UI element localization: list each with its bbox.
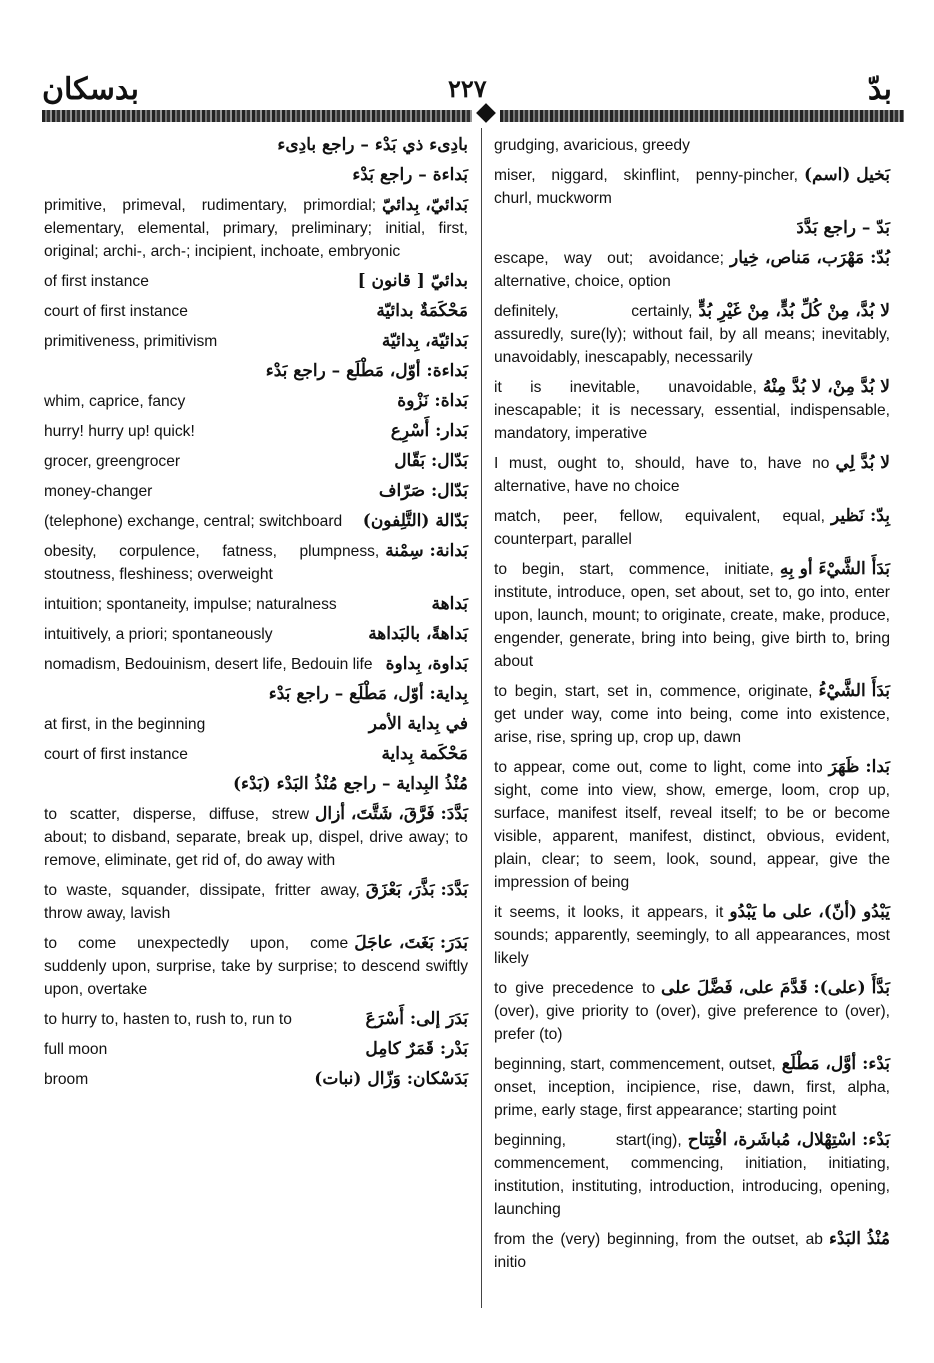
arabic-headword: بَدَّدَ: فَرَّقَ، شَتَّتَ، أزال xyxy=(315,804,468,824)
right-column xyxy=(494,134,890,1281)
running-head-right: بدّ xyxy=(867,72,892,107)
running-head-left: بدسكان xyxy=(42,72,139,107)
english-definition: to come unexpectedly upon, come suddenly upon, surprise, take by surprise; to descend swiftly upon, overtake xyxy=(44,935,468,998)
arabic-headword: بَداة: نَزْوة xyxy=(397,391,468,411)
arabic-headword: بَدْء: أوَّل، مَطْلَع xyxy=(781,1054,890,1074)
arabic-headword: بَداهةً، بالبَداهة xyxy=(368,624,468,644)
english-definition: (telephone) exchange, central; switchboard xyxy=(44,513,343,530)
english-definition: beginning, start, commencement, outset, onset, inception, incipience, rise, dawn, first, alpha, prime, early stage, first appearance; starting point xyxy=(494,1056,890,1119)
dictionary-entry xyxy=(44,270,468,293)
dictionary-entry xyxy=(494,134,890,157)
arabic-headword: بَدَرَ: بَغَتَ، عاجَلَ xyxy=(354,933,468,953)
left-column xyxy=(44,134,468,1098)
dictionary-entry xyxy=(494,300,890,369)
dictionary-entry xyxy=(44,420,468,443)
dictionary-entry xyxy=(44,330,468,353)
arabic-headword: بَدَسْكان: وَزّال (نبات) xyxy=(314,1069,468,1089)
english-definition: to begin, start, set in, commence, originate, get under way, come into being, come into existence, arise, rise, spring up, crop up, dawn xyxy=(494,683,890,746)
dictionary-entry xyxy=(44,593,468,616)
dictionary-entry xyxy=(44,803,468,872)
arabic-headword: بَداوة، بِداوة xyxy=(385,654,468,674)
dictionary-entry xyxy=(44,480,468,503)
dictionary-entry xyxy=(44,390,468,413)
english-definition: money-changer xyxy=(44,483,153,500)
english-definition: grocer, greengrocer xyxy=(44,453,181,470)
cross-reference-line: بادِىء ذي بَدْء – راجع بادِىء xyxy=(277,135,468,155)
arabic-headword: يَبْدُو (أنّ)، على ما يَبْدُو xyxy=(729,902,890,922)
english-definition: to give precedence to (over), give priority to (over), give preference to (over), prefer (to) xyxy=(494,980,890,1043)
english-definition: at first, in the beginning xyxy=(44,716,206,733)
arabic-headword: بدائيّ [ قانون ] xyxy=(357,271,468,291)
header-rule-right xyxy=(500,110,904,122)
english-definition: intuition; spontaneity, impulse; naturalness xyxy=(44,596,337,613)
english-definition: to begin, start, commence, initiate, institute, introduce, open, set about, set to, go into, enter upon, launch, mount; to originate, create, make, produce, engender, generate, bring into being, give birth to, bring about xyxy=(494,561,890,670)
arabic-headword: لا بُدَّ لِي xyxy=(835,453,890,473)
english-definition: primitive, primeval, rudimentary, primordial; elementary, elemental, primary, preliminary; initial, first, original; archi-, arch-; incipient, inchoate, embryonic xyxy=(44,197,468,260)
dictionary-entry xyxy=(44,879,468,925)
cross-reference-line: مُنْذُ البِداية – راجع مُنْذُ البَدْء (بَدْء) xyxy=(232,774,468,794)
english-definition: miser, niggard, skinflint, penny-pincher, churl, muckworm xyxy=(494,167,798,207)
dictionary-entry xyxy=(44,623,468,646)
cross-reference-line: بِداية: أوّل، مَطْلَع – راجع بَدْء xyxy=(268,684,468,704)
dictionary-entry xyxy=(494,1228,890,1274)
arabic-headword: بَدَأَ الشَّيْءُ xyxy=(818,681,890,701)
cross-reference-line: بَداءة – راجع بَدْء xyxy=(352,165,468,185)
arabic-headword: مُنْذُ البَدْء xyxy=(828,1229,890,1249)
dictionary-entry xyxy=(44,300,468,323)
english-definition: to hurry to, hasten to, rush to, run to xyxy=(44,1011,292,1028)
english-definition: to appear, come out, come to light, come into sight, come into view, show, emerge, loom, crop up, surface, manifest itself, reveal itself; to be or become visible, apparent, manifest, distinct, obvious, evident, plain, clear; to seem, look, sound, appear, give the impression of being xyxy=(494,759,890,891)
arabic-headword: بَدَرَ إلى: أَسْرَعَ xyxy=(365,1009,468,1029)
english-definition: grudging, avaricious, greedy xyxy=(494,137,690,154)
dictionary-entry xyxy=(494,680,890,749)
english-definition: intuitively, a priori; spontaneously xyxy=(44,626,273,643)
dictionary-entry xyxy=(494,558,890,673)
arabic-headword: بَدَأَ الشَّيْءَ أو بِهِ xyxy=(779,559,890,579)
arabic-headword: بَدانة: سِمْنة xyxy=(385,541,468,561)
english-definition: escape, way out; avoidance; alternative, choice, option xyxy=(494,250,725,290)
dictionary-entry xyxy=(494,505,890,551)
english-definition: primitiveness, primitivism xyxy=(44,333,218,350)
dictionary-entry xyxy=(494,452,890,498)
dictionary-entry xyxy=(494,376,890,445)
english-definition: full moon xyxy=(44,1041,108,1058)
arabic-headword: بَداهة xyxy=(431,594,468,614)
dictionary-entry xyxy=(44,1038,468,1061)
dictionary-entry xyxy=(44,653,468,676)
dictionary-entry xyxy=(44,743,468,766)
page-number: ٢٢٧ xyxy=(448,74,487,103)
arabic-headword: بَدائيّ، بِدائيّ xyxy=(382,195,468,215)
arabic-headword: بَدّال: بَقّال xyxy=(394,451,468,471)
arabic-headword: بَدّالة (التَّلِفون) xyxy=(362,511,468,531)
arabic-headword: بَدائيّة، بِدائيّة xyxy=(381,331,468,351)
arabic-headword: بَدْر: قَمَرٌ كامِل xyxy=(365,1039,468,1059)
dictionary-entry xyxy=(44,1008,468,1031)
english-definition: whim, caprice, fancy xyxy=(44,393,186,410)
dictionary-entry xyxy=(494,164,890,210)
arabic-headword: بُدّ: مَهْرَب، مَناص، خِيار xyxy=(730,248,890,268)
dictionary-entry xyxy=(44,510,468,533)
english-definition: I must, ought to, should, have to, have no alternative, have no choice xyxy=(494,455,830,495)
header-ornament xyxy=(476,103,496,123)
dictionary-entry xyxy=(494,247,890,293)
dictionary-entry xyxy=(494,1053,890,1122)
arabic-headword: بَدَّأَ (على): قَدَّمَ على، فَضَّلَ على xyxy=(661,978,890,998)
dictionary-entry xyxy=(44,194,468,263)
arabic-headword: بَخيل (اسم) xyxy=(804,165,890,185)
dictionary-entry xyxy=(44,540,468,586)
english-definition: hurry! hurry up! quick! xyxy=(44,423,195,440)
arabic-headword: بِدّ: نَظير xyxy=(830,506,890,526)
arabic-headword: مَحْكَمَةٌ بدائيّة xyxy=(376,301,468,321)
arabic-headword: بَدَّدَ: بَذَّرَ، بَعْزَقَ xyxy=(365,880,468,900)
cross-reference-line: بَدّ – راجع بَدَّدَ xyxy=(796,218,890,238)
english-definition: broom xyxy=(44,1071,89,1088)
english-definition: obesity, corpulence, fatness, plumpness, stoutness, fleshiness; overweight xyxy=(44,543,380,583)
arabic-headword: مَحْكَمة بِداية xyxy=(381,744,468,764)
english-definition: court of first instance xyxy=(44,746,188,763)
english-definition: to waste, squander, dissipate, fritter away, throw away, lavish xyxy=(44,882,360,922)
arabic-headword: بَدا: ظَهَرَ xyxy=(828,757,890,777)
dictionary-entry xyxy=(494,901,890,970)
english-definition: from the (very) beginning, from the outset, ab initio xyxy=(494,1231,823,1271)
arabic-headword: لا بُدَّ مِنْ، لا بُدَّ مِنْهُ xyxy=(762,377,890,397)
header-rule-left xyxy=(42,110,472,122)
english-definition: of first instance xyxy=(44,273,149,290)
english-definition: match, peer, fellow, equivalent, equal, counterpart, parallel xyxy=(494,508,825,548)
dictionary-entry xyxy=(494,756,890,894)
dictionary-entry xyxy=(494,1129,890,1221)
dictionary-entry xyxy=(494,977,890,1046)
arabic-headword: بَدّال: صَرّاف xyxy=(378,481,468,501)
dictionary-entry xyxy=(44,713,468,736)
cross-reference-line: بَداءة: أوّل، مَطْلَع – راجع بَدْء xyxy=(265,361,468,381)
english-definition: it seems, it looks, it appears, it sounds; apparently, seemingly, to all appearances, most likely xyxy=(494,904,890,967)
english-definition: court of first instance xyxy=(44,303,188,320)
english-definition: to scatter, disperse, diffuse, strew about; to disband, separate, break up, dispel, drive away; to remove, eliminate, get rid of, do away with xyxy=(44,806,468,869)
arabic-headword: بَدار: أَسْرِع xyxy=(390,421,468,441)
english-definition: definitely, certainly, assuredly, sure(ly); without fail, by all means; inevitably, unavoidably, inescapably, necessarily xyxy=(494,303,890,366)
english-definition: nomadism, Bedouinism, desert life, Bedouin life xyxy=(44,656,373,673)
arabic-headword: بَدْء: اسْتِهْلال، مُباشَرة، افْتِتاح xyxy=(687,1130,890,1150)
column-divider xyxy=(481,128,482,1308)
arabic-headword: في بِداية الأمر xyxy=(368,714,468,734)
dictionary-entry xyxy=(44,450,468,473)
dictionary-entry xyxy=(44,932,468,1001)
arabic-headword: لا بُدَّ، مِنْ كُلِّ بُدٍّ، مِنْ غَيْرِ بُدٍّ xyxy=(698,301,890,321)
english-definition: it is inevitable, unavoidable, inescapable; it is necessary, essential, indispensable, mandatory, imperative xyxy=(494,379,890,442)
dictionary-entry xyxy=(44,1068,468,1091)
english-definition: beginning, start(ing), commencement, commencing, initiation, initiating, institution, instituting, introduction, introducing, opening, launching xyxy=(494,1132,890,1218)
